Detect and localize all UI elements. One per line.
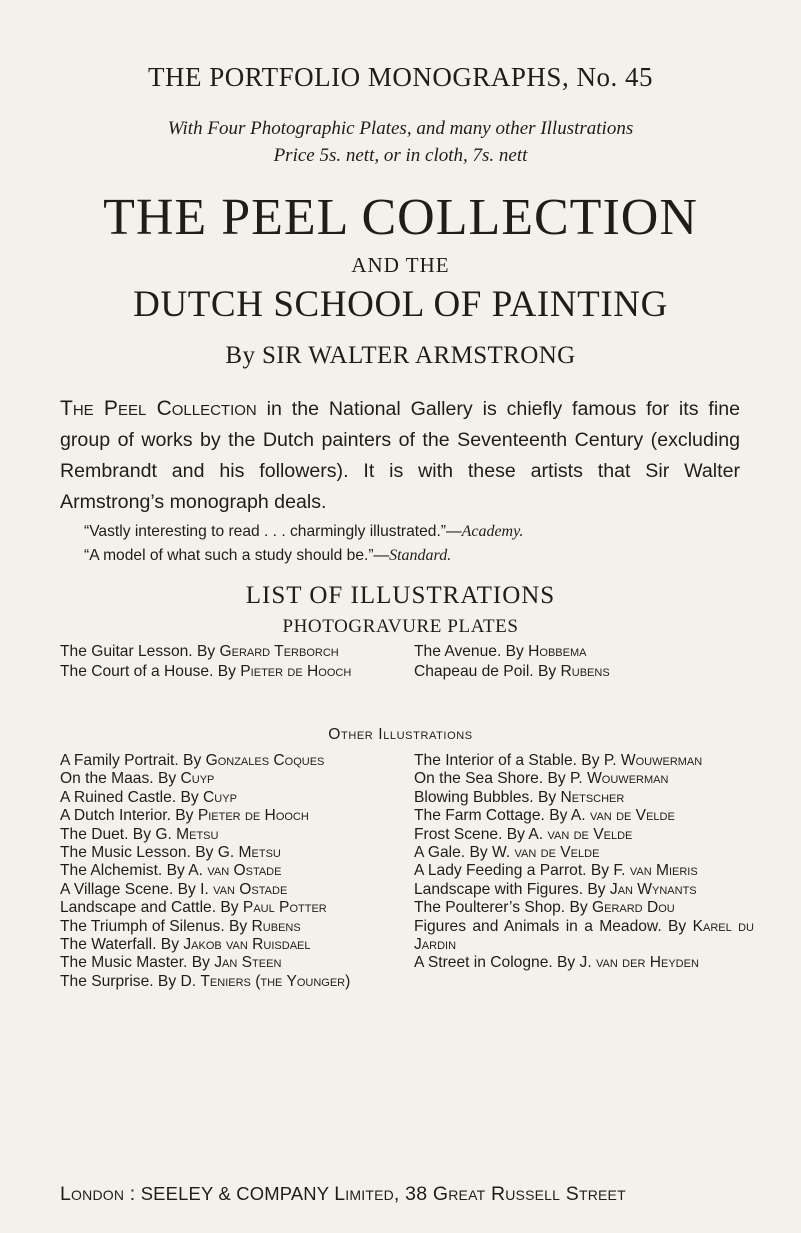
intro-body: in the National Gallery is chiefly famous for its fine group of works by the Dutch painters of the Seventeenth Century (excluding Rembrandt and his followers). It is with these artists that Sir Walter Armstrong’s monograph deals. bbox=[60, 398, 740, 513]
photogravure-heading: PHOTOGRAVURE PLATES bbox=[282, 616, 519, 637]
price-note: Price 5s. nett, or in cloth, 7s. nett bbox=[273, 145, 528, 166]
illustration-artist: Wouwerman bbox=[587, 770, 669, 788]
illustration-entry bbox=[60, 844, 384, 862]
quote-text: “Vastly interesting to read . . . charmingly illustrated.”— bbox=[84, 523, 462, 540]
illustration-title: The Music Lesson. By G. bbox=[60, 844, 239, 862]
illustration-entry bbox=[60, 752, 384, 770]
illustration-entry bbox=[60, 789, 384, 807]
illustration-artist: Pieter de Hooch bbox=[240, 663, 352, 681]
publisher-footer bbox=[60, 1183, 754, 1206]
illustration-entry bbox=[414, 918, 754, 955]
illustration-title: A Lady Feeding a Parrot. By F. bbox=[414, 862, 630, 880]
illustration-entry bbox=[60, 881, 384, 899]
illustration-entry bbox=[414, 954, 754, 972]
illustration-artist: Cuyp bbox=[203, 788, 237, 806]
illustration-artist: van Mieris bbox=[629, 862, 698, 880]
illustration-artist: Paul Potter bbox=[242, 899, 327, 917]
list-title: LIST OF ILLUSTRATIONS bbox=[245, 582, 556, 609]
other-illustrations-heading: Other Illustrations bbox=[328, 726, 473, 743]
illustration-title: The Surprise. By D. bbox=[60, 972, 201, 990]
illustration-artist: van der Heyden bbox=[596, 954, 699, 972]
illustration-entry bbox=[414, 844, 754, 862]
book-subtitle: DUTCH SCHOOL OF PAINTING bbox=[133, 284, 668, 325]
quote-text: “A model of what such a study should be.”— bbox=[84, 547, 390, 564]
illustration-title: The Triumph of Silenus. By bbox=[60, 917, 252, 935]
illustration-artist: van Ostade bbox=[213, 880, 288, 898]
illustration-title: Chapeau de Poil. By bbox=[414, 663, 561, 681]
press-quote bbox=[84, 544, 764, 568]
illustration-artist: Rubens bbox=[560, 663, 610, 681]
illustration-title: Landscape and Cattle. By bbox=[60, 899, 243, 917]
illustration-entry bbox=[60, 663, 384, 681]
illustration-title: The Avenue. By bbox=[414, 643, 529, 660]
illustration-title: Frost Scene. By A. bbox=[414, 825, 548, 843]
photogravure-list-right bbox=[414, 643, 754, 684]
illustration-artist: Metsu bbox=[238, 844, 281, 862]
illustration-title: Landscape with Figures. By bbox=[414, 880, 610, 898]
other-list-right bbox=[414, 752, 754, 973]
illustration-title: A Dutch Interior. By bbox=[60, 807, 198, 825]
illustration-artist: van de Velde bbox=[547, 825, 633, 843]
press-quote bbox=[84, 520, 764, 544]
illustration-entry bbox=[414, 663, 754, 681]
illustration-title: On the Maas. By bbox=[60, 770, 181, 788]
illustration-title: The Waterfall. By bbox=[60, 936, 184, 954]
illustration-title: The Music Master. By bbox=[60, 954, 215, 972]
illustration-artist: Gerard Terborch bbox=[219, 643, 339, 660]
illustration-artist: Jakob van Ruisdael bbox=[183, 936, 311, 954]
illustrations-note: With Four Photographic Plates, and many other Illustrations bbox=[167, 118, 634, 139]
illustration-title: The Guitar Lesson. By bbox=[60, 643, 220, 660]
illustration-artist: Karel du Jardin bbox=[414, 917, 754, 954]
illustration-entry bbox=[60, 807, 384, 825]
illustration-title: The Poulterer’s Shop. By bbox=[414, 899, 592, 917]
quote-source: Academy. bbox=[461, 523, 524, 540]
illustration-entry bbox=[414, 881, 754, 899]
footer-city: London : bbox=[60, 1183, 136, 1205]
illustration-artist: Cuyp bbox=[180, 770, 215, 788]
illustration-artist: van de Velde bbox=[589, 807, 675, 825]
illustration-entry bbox=[414, 752, 754, 770]
illustration-artist: Jan Wynants bbox=[609, 880, 697, 898]
illustration-title: A Street in Cologne. By J. bbox=[414, 954, 597, 972]
illustration-title: A Ruined Castle. By bbox=[60, 788, 204, 806]
illustration-entry bbox=[414, 862, 754, 880]
press-quotes bbox=[84, 520, 764, 568]
illustration-entry bbox=[414, 899, 754, 917]
illustration-title: Blowing Bubbles. By bbox=[414, 788, 561, 806]
illustration-entry bbox=[60, 973, 384, 991]
illustration-artist: Pieter de Hooch bbox=[197, 807, 309, 825]
illustration-entry bbox=[60, 643, 384, 661]
illustration-title: A Gale. By W. bbox=[414, 844, 515, 862]
footer-address: Limited, 38 Great Russell Street bbox=[334, 1183, 626, 1205]
illustration-title: The Court of a House. By bbox=[60, 663, 241, 681]
title-connector: AND THE bbox=[351, 253, 450, 277]
illustration-artist: Rubens bbox=[251, 917, 301, 935]
illustration-title: The Farm Cottage. By A. bbox=[414, 807, 590, 825]
intro-lead: The Peel Collection bbox=[60, 397, 257, 420]
illustration-entry bbox=[60, 954, 384, 972]
illustration-title: The Duet. By G. bbox=[60, 825, 177, 843]
illustration-entry bbox=[414, 826, 754, 844]
illustration-title: On the Sea Shore. By P. bbox=[414, 770, 588, 788]
illustration-entry bbox=[414, 643, 754, 661]
illustration-title: Figures and Animals in a Meadow. By bbox=[414, 917, 693, 935]
illustration-entry bbox=[60, 899, 384, 917]
illustration-artist: Gonzales Coques bbox=[205, 752, 325, 769]
illustration-artist: Netscher bbox=[560, 788, 625, 806]
illustration-title: A Family Portrait. By bbox=[60, 752, 206, 769]
illustration-title: A Village Scene. By I. bbox=[60, 880, 214, 898]
illustration-artist: van Ostade bbox=[207, 862, 282, 880]
illustration-entry bbox=[60, 826, 384, 844]
series-header: THE PORTFOLIO MONOGRAPHS, No. 45 bbox=[148, 62, 653, 92]
illustration-artist: van de Velde bbox=[514, 844, 600, 862]
intro-paragraph bbox=[60, 393, 740, 518]
illustration-title: The Interior of a Stable. By P. bbox=[414, 752, 621, 769]
illustration-artist: Hobbema bbox=[528, 643, 587, 660]
author-line: By SIR WALTER ARMSTRONG bbox=[225, 342, 576, 369]
footer-publisher: SEELEY & COMPANY bbox=[135, 1183, 335, 1204]
photogravure-list-left bbox=[60, 643, 384, 684]
other-list-left bbox=[60, 752, 384, 991]
illustration-entry bbox=[60, 936, 384, 954]
illustration-entry bbox=[414, 770, 754, 788]
illustration-entry bbox=[414, 807, 754, 825]
illustration-artist: Gerard Dou bbox=[591, 899, 675, 917]
book-title: THE PEEL COLLECTION bbox=[103, 189, 698, 246]
illustration-artist: Wouwerman bbox=[620, 752, 703, 769]
illustration-entry bbox=[414, 789, 754, 807]
illustration-title: The Alchemist. By A. bbox=[60, 862, 208, 880]
illustration-entry bbox=[60, 770, 384, 788]
illustration-artist: Metsu bbox=[176, 825, 219, 843]
illustration-entry bbox=[60, 918, 384, 936]
quote-source: Standard. bbox=[389, 547, 452, 564]
illustration-artist: Jan Steen bbox=[214, 954, 282, 972]
illustration-artist: Teniers (the Younger) bbox=[200, 972, 351, 990]
illustration-entry bbox=[60, 862, 384, 880]
